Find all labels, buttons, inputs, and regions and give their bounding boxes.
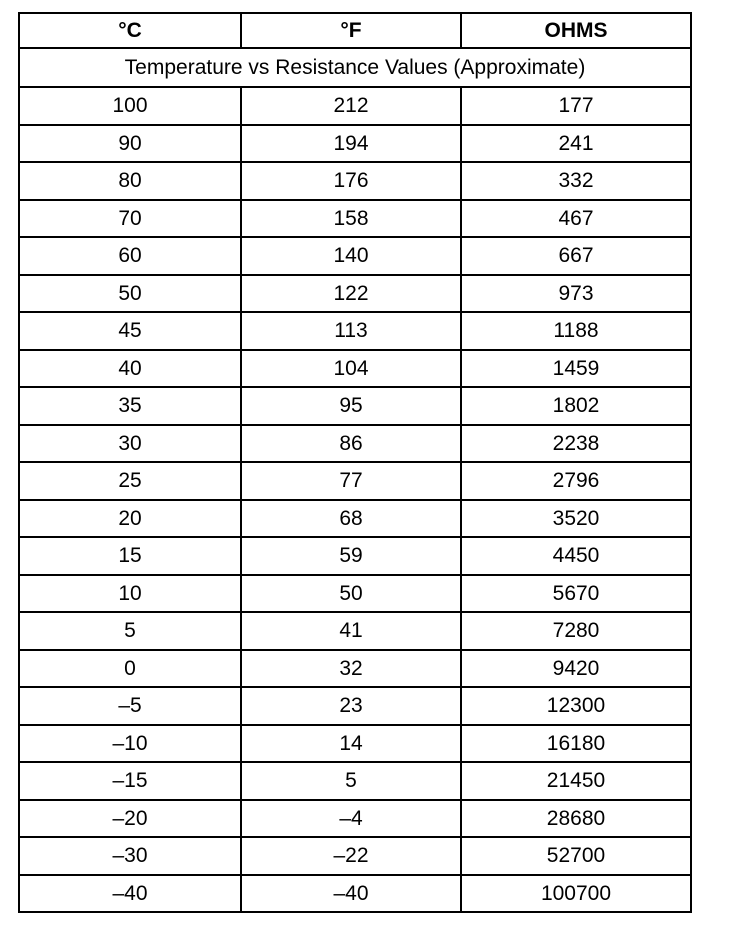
ohms-cell: 28680 [461, 800, 691, 838]
ohms-cell: 5670 [461, 575, 691, 613]
celsius-cell: 90 [19, 125, 241, 163]
celsius-cell: 45 [19, 312, 241, 350]
celsius-cell: 30 [19, 425, 241, 463]
fahrenheit-cell: 212 [241, 87, 461, 125]
fahrenheit-cell: 77 [241, 462, 461, 500]
fahrenheit-cell: 176 [241, 162, 461, 200]
table-row [19, 800, 691, 838]
celsius-cell: –5 [19, 687, 241, 725]
fahrenheit-cell: 41 [241, 612, 461, 650]
table-caption: Temperature vs Resistance Values (Approximate) [19, 48, 691, 87]
celsius-cell: 35 [19, 387, 241, 425]
fahrenheit-cell: 194 [241, 125, 461, 163]
fahrenheit-cell: –40 [241, 875, 461, 913]
temperature-resistance-table [18, 12, 692, 913]
fahrenheit-cell: 104 [241, 350, 461, 388]
table-row [19, 87, 691, 125]
table-row [19, 650, 691, 688]
celsius-cell: 20 [19, 500, 241, 538]
ohms-cell: 1802 [461, 387, 691, 425]
ohms-cell: 332 [461, 162, 691, 200]
table-row [19, 162, 691, 200]
fahrenheit-cell: 5 [241, 762, 461, 800]
table-row [19, 725, 691, 763]
ohms-cell: 16180 [461, 725, 691, 763]
ohms-cell: 7280 [461, 612, 691, 650]
celsius-cell: 10 [19, 575, 241, 613]
celsius-cell: 70 [19, 200, 241, 238]
celsius-cell: 100 [19, 87, 241, 125]
fahrenheit-cell: 122 [241, 275, 461, 313]
celsius-cell: 25 [19, 462, 241, 500]
ohms-cell: 241 [461, 125, 691, 163]
caption-row [19, 48, 691, 87]
fahrenheit-cell: 158 [241, 200, 461, 238]
table-row [19, 687, 691, 725]
ohms-cell: 4450 [461, 537, 691, 575]
fahrenheit-cell: 68 [241, 500, 461, 538]
table-row [19, 125, 691, 163]
fahrenheit-cell: 59 [241, 537, 461, 575]
table-row [19, 762, 691, 800]
celsius-cell: 60 [19, 237, 241, 275]
fahrenheit-cell: –22 [241, 837, 461, 875]
celsius-cell: –40 [19, 875, 241, 913]
ohms-cell: 21450 [461, 762, 691, 800]
ohms-cell: 667 [461, 237, 691, 275]
celsius-cell: –30 [19, 837, 241, 875]
table-row [19, 500, 691, 538]
table-row [19, 462, 691, 500]
celsius-cell: 50 [19, 275, 241, 313]
fahrenheit-cell: 50 [241, 575, 461, 613]
fahrenheit-cell: 32 [241, 650, 461, 688]
header-row [19, 13, 691, 48]
table-row [19, 387, 691, 425]
celsius-cell: 15 [19, 537, 241, 575]
celsius-cell: –10 [19, 725, 241, 763]
table-row [19, 425, 691, 463]
fahrenheit-cell: 23 [241, 687, 461, 725]
ohms-cell: 3520 [461, 500, 691, 538]
celsius-cell: 40 [19, 350, 241, 388]
celsius-cell: –20 [19, 800, 241, 838]
table-row [19, 237, 691, 275]
header-fahrenheit: °F [241, 13, 461, 48]
header-celsius: °C [19, 13, 241, 48]
ohms-cell: 973 [461, 275, 691, 313]
table-row [19, 575, 691, 613]
celsius-cell: 5 [19, 612, 241, 650]
fahrenheit-cell: 95 [241, 387, 461, 425]
table-row [19, 612, 691, 650]
fahrenheit-cell: 113 [241, 312, 461, 350]
header-ohms: OHMS [461, 13, 691, 48]
table-row [19, 837, 691, 875]
fahrenheit-cell: 86 [241, 425, 461, 463]
ohms-cell: 2238 [461, 425, 691, 463]
table-row [19, 275, 691, 313]
ohms-cell: 2796 [461, 462, 691, 500]
table-row [19, 875, 691, 913]
ohms-cell: 9420 [461, 650, 691, 688]
table-row [19, 537, 691, 575]
table-row [19, 350, 691, 388]
ohms-cell: 467 [461, 200, 691, 238]
fahrenheit-cell: 14 [241, 725, 461, 763]
ohms-cell: 52700 [461, 837, 691, 875]
ohms-cell: 100700 [461, 875, 691, 913]
celsius-cell: 80 [19, 162, 241, 200]
ohms-cell: 1459 [461, 350, 691, 388]
fahrenheit-cell: –4 [241, 800, 461, 838]
table-row [19, 312, 691, 350]
celsius-cell: 0 [19, 650, 241, 688]
table-row [19, 200, 691, 238]
ohms-cell: 177 [461, 87, 691, 125]
fahrenheit-cell: 140 [241, 237, 461, 275]
ohms-cell: 1188 [461, 312, 691, 350]
ohms-cell: 12300 [461, 687, 691, 725]
celsius-cell: –15 [19, 762, 241, 800]
